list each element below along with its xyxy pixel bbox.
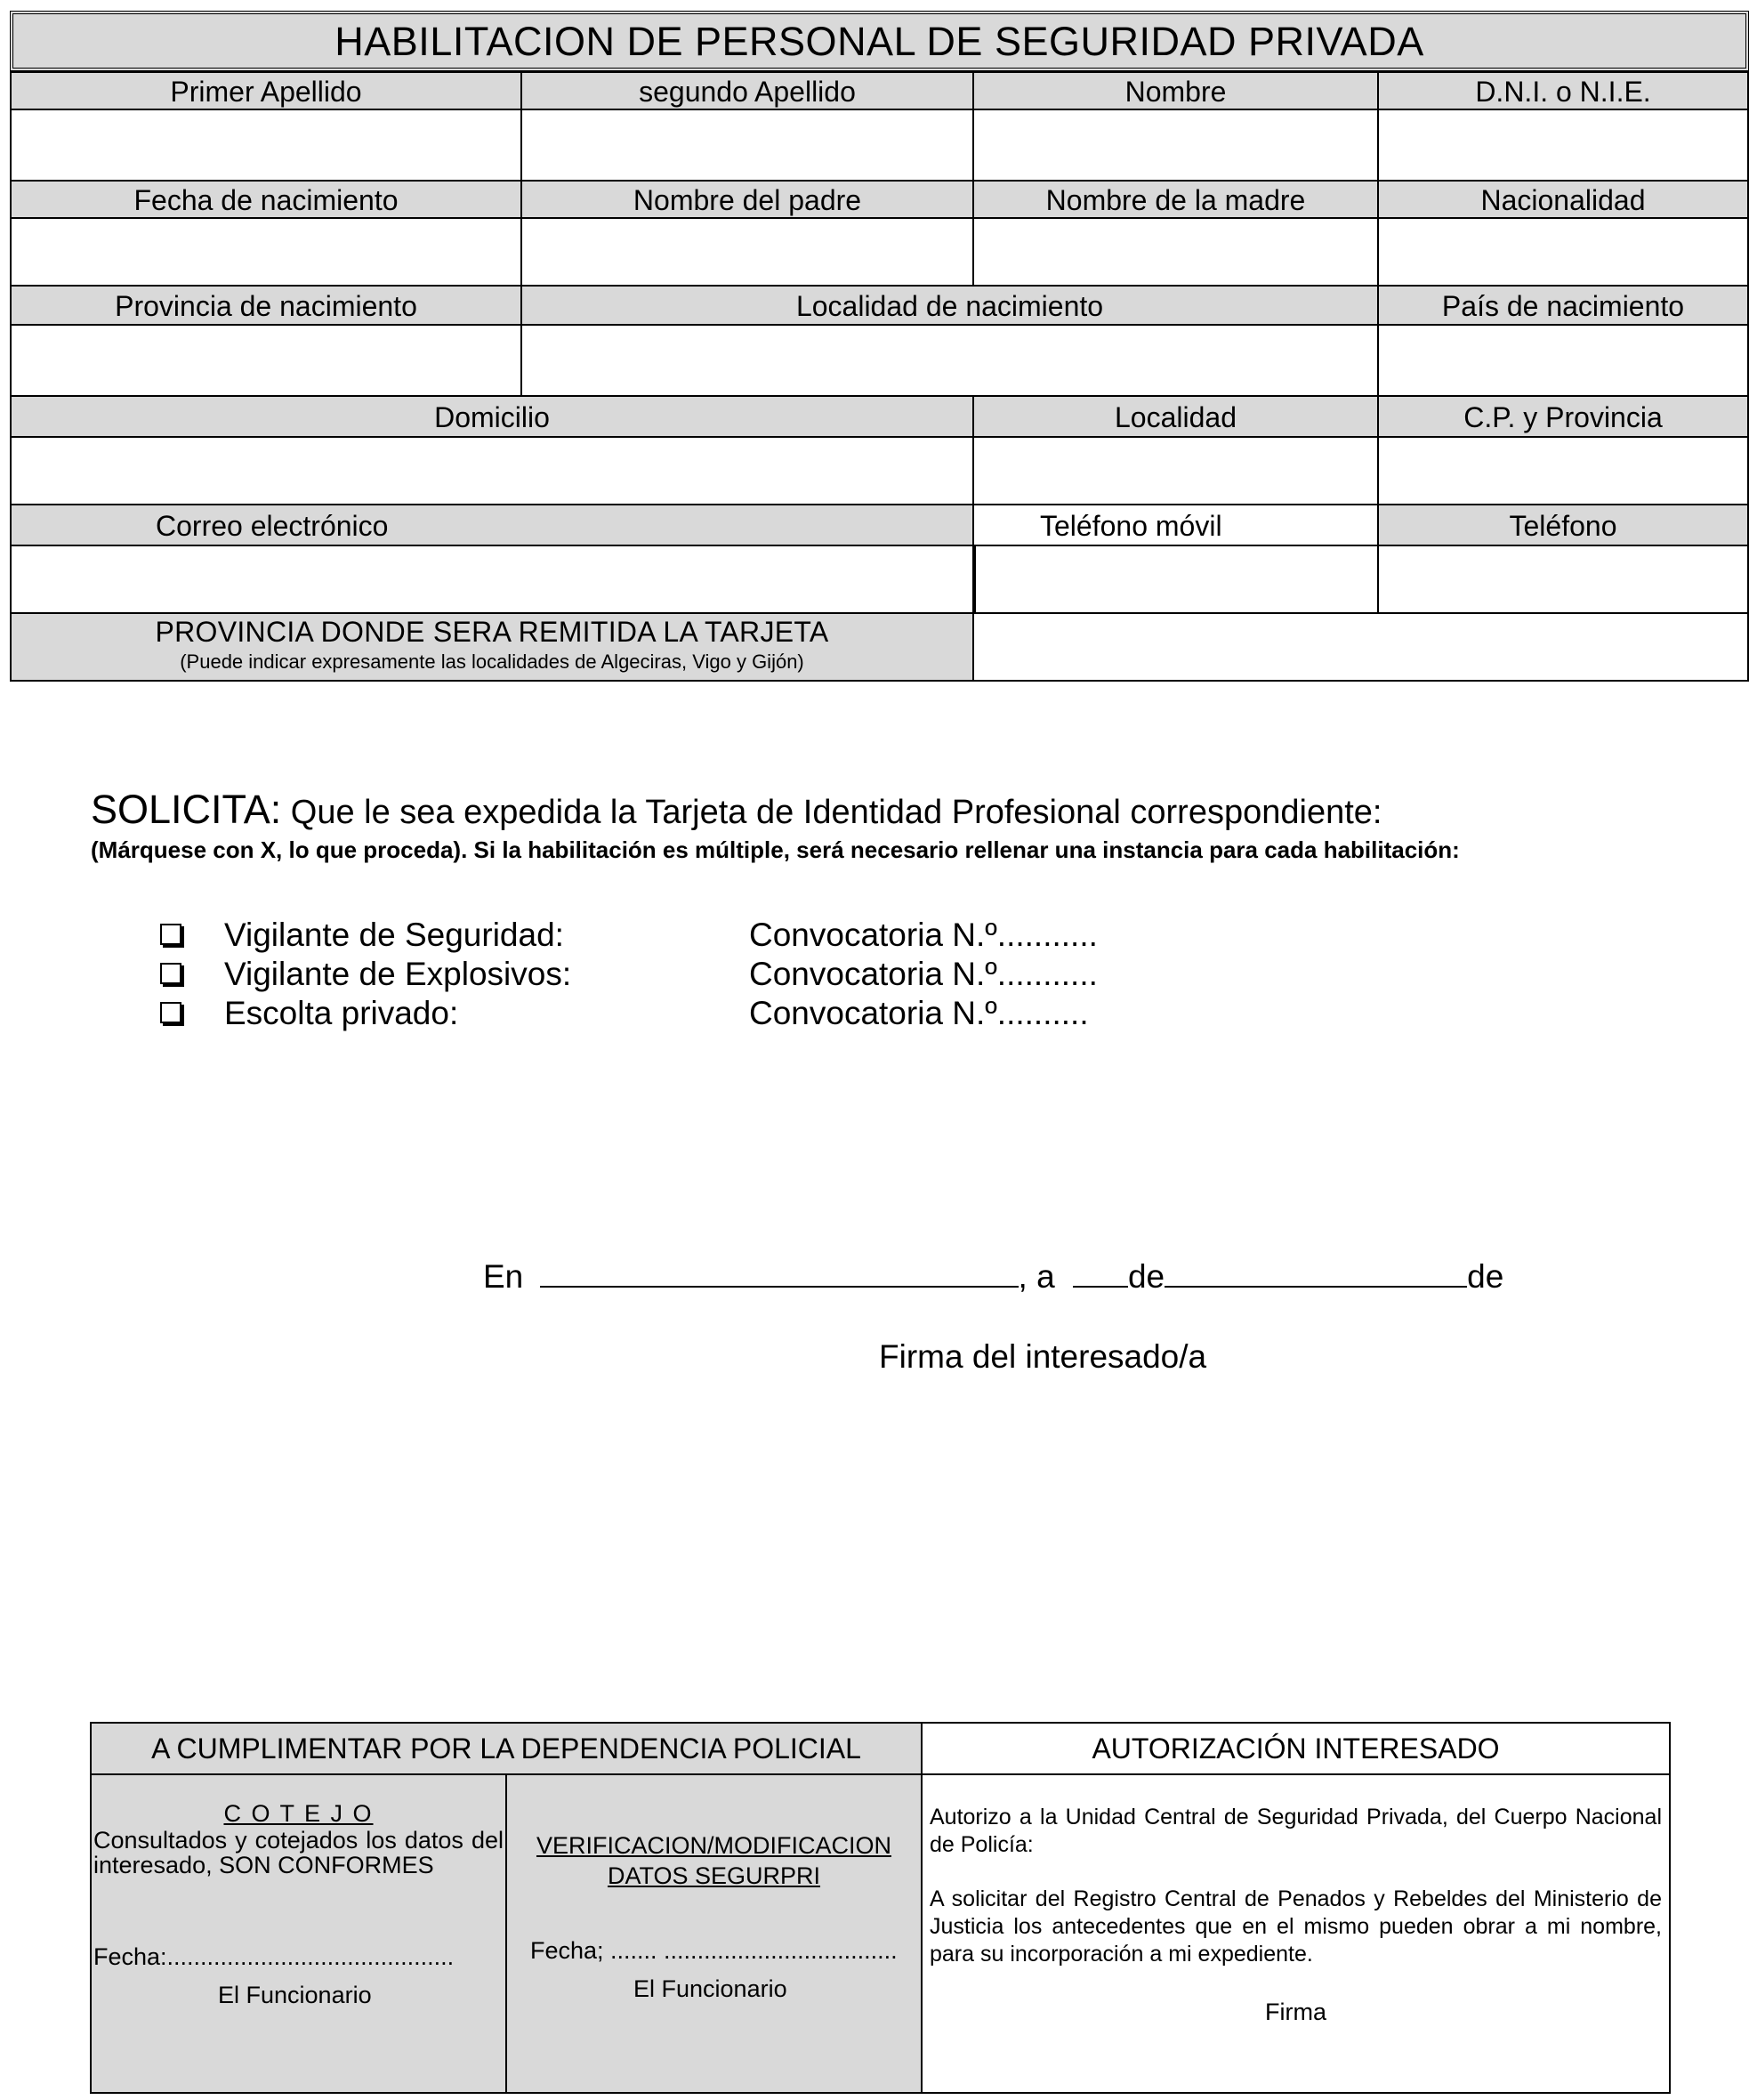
label-nombre: Nombre — [972, 71, 1379, 110]
autorizacion-p2: A solicitar del Registro Central de Penados y Rebeldes del Ministerio de Justicia los antecedentes que en el mismo pueden obrar a mi nombre, para su incorporación a mi expediente. — [930, 1886, 1662, 1967]
form-title: HABILITACION DE PERSONAL DE SEGURIDAD PRIVADA — [10, 11, 1749, 71]
date-line — [483, 1258, 1551, 1296]
label-segundo-apellido: segundo Apellido — [520, 71, 974, 110]
firma-interesado: Firma del interesado/a — [879, 1338, 1207, 1375]
label-domicilio: Domicilio — [10, 395, 974, 438]
solicita-note: (Márquese con X, lo que proceda). Si la habilitación es múltiple, será necesario rellenar una instancia para cada habilitación: — [91, 836, 1460, 863]
verificacion-title: VERIFICACION/MODIFICACION DATOS SEGURPRI — [536, 1832, 891, 1889]
solicita-text: Que le sea expedida la Tarjeta de Identidad Profesional correspondiente: — [290, 794, 1382, 831]
autorizacion-firma: Firma — [1265, 1999, 1326, 2025]
field-mes[interactable] — [1165, 1259, 1467, 1288]
field-domicilio[interactable] — [10, 436, 974, 505]
label-telefono: Teléfono — [1377, 504, 1749, 546]
verificacion-cell — [505, 1773, 923, 2094]
province-note: (Puede indicar expresamente las localidades de Algeciras, Vigo y Gijón) — [180, 650, 804, 673]
solicita-heading: SOLICITA: — [91, 787, 282, 832]
field-telefono-movil[interactable] — [972, 545, 1379, 614]
option-label: Vigilante de Explosivos: — [224, 956, 572, 992]
field-provincia-nacimiento[interactable] — [10, 324, 522, 397]
option-label: Vigilante de Seguridad: — [224, 917, 564, 953]
field-pais-nacimiento[interactable] — [1377, 324, 1749, 397]
option-vigilante-explosivos — [160, 956, 1406, 995]
field-segundo-apellido[interactable] — [520, 109, 974, 182]
field-localidad[interactable] — [972, 436, 1379, 505]
label-nacionalidad: Nacionalidad — [1377, 180, 1749, 219]
label-primer-apellido: Primer Apellido — [10, 71, 522, 110]
label-pais-nacimiento: País de nacimiento — [1377, 285, 1749, 326]
label-localidad: Localidad — [972, 395, 1379, 438]
cotejo-title: C O T E J O — [223, 1800, 374, 1827]
field-nacionalidad[interactable] — [1377, 217, 1749, 287]
field-lugar[interactable] — [540, 1259, 1019, 1288]
checkbox-escolta-privado[interactable] — [160, 1002, 181, 1023]
province-label-cell — [10, 612, 974, 682]
solicita-line — [91, 787, 1737, 833]
field-provincia-tarjeta[interactable] — [972, 612, 1749, 682]
verificacion-fecha[interactable]: Fecha; ....... ................................... — [530, 1937, 898, 1964]
date-a: , a — [1018, 1258, 1055, 1295]
field-dni[interactable] — [1377, 109, 1749, 182]
option-convocatoria: Convocatoria N.º........... — [749, 917, 1098, 953]
option-convocatoria: Convocatoria N.º........... — [749, 956, 1098, 992]
field-nombre[interactable] — [972, 109, 1379, 182]
date-en: En — [483, 1258, 524, 1295]
field-fecha-nacimiento[interactable] — [10, 217, 522, 287]
label-dni: D.N.I. o N.I.E. — [1377, 71, 1749, 110]
label-correo: Correo electrónico — [10, 504, 974, 546]
label-cp-provincia: C.P. y Provincia — [1377, 395, 1749, 438]
header-dependencia-policial: A CUMPLIMENTAR POR LA DEPENDENCIA POLICIAL — [90, 1722, 923, 1775]
field-cp-provincia[interactable] — [1377, 436, 1749, 505]
field-localidad-nacimiento[interactable] — [520, 324, 1379, 397]
checkbox-vigilante-explosivos[interactable] — [160, 963, 181, 984]
province-label: PROVINCIA DONDE SERA REMITIDA LA TARJETA — [155, 616, 829, 648]
option-escolta-privado — [160, 995, 1406, 1034]
label-provincia-nacimiento: Provincia de nacimiento — [10, 285, 522, 326]
option-label: Escolta privado: — [224, 995, 459, 1031]
label-telefono-movil: Teléfono móvil — [10, 504, 1379, 546]
label-fecha-nacimiento: Fecha de nacimiento — [10, 180, 522, 219]
option-convocatoria: Convocatoria N.º.......... — [749, 995, 1089, 1031]
field-nombre-madre[interactable] — [972, 217, 1379, 287]
field-primer-apellido[interactable] — [10, 109, 522, 182]
cotejo-funcionario: El Funcionario — [218, 1982, 372, 2008]
label-nombre-padre: Nombre del padre — [520, 180, 974, 219]
field-telefono[interactable] — [1377, 545, 1749, 614]
field-dia[interactable] — [1073, 1259, 1128, 1288]
cotejo-fecha[interactable]: Fecha:........................................... — [93, 1943, 455, 1970]
header-autorizacion: AUTORIZACIÓN INTERESADO — [921, 1722, 1671, 1775]
cotejo-text: Consultados y cotejados los datos del interesado, SON CONFORMES — [93, 1827, 504, 1878]
cotejo-cell — [90, 1773, 507, 2094]
autorizacion-cell — [921, 1773, 1671, 2094]
field-nombre-padre[interactable] — [520, 217, 974, 287]
option-vigilante-seguridad — [160, 917, 1406, 956]
autorizacion-p1: Autorizo a la Unidad Central de Seguridad Privada, del Cuerpo Nacional de Policía: — [930, 1805, 1662, 1857]
verificacion-funcionario: El Funcionario — [633, 1975, 787, 2002]
date-de-2: de — [1467, 1258, 1504, 1295]
label-nombre-madre: Nombre de la madre — [972, 180, 1379, 219]
field-correo[interactable] — [10, 545, 974, 614]
date-de-1: de — [1127, 1258, 1165, 1295]
checkbox-vigilante-seguridad[interactable] — [160, 924, 181, 945]
label-localidad-nacimiento: Localidad de nacimiento — [520, 285, 1379, 326]
